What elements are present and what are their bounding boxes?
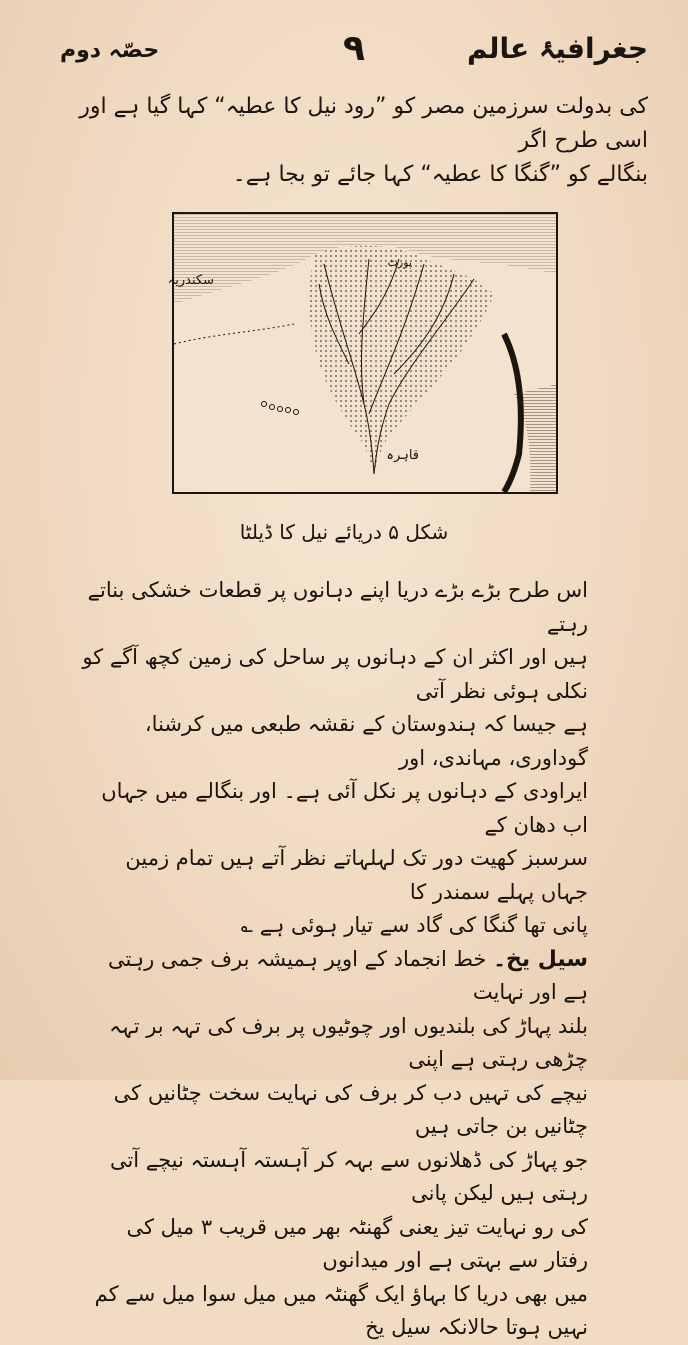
section-first-line — [80, 943, 588, 1010]
part-label: حصّہ دوم — [60, 38, 160, 63]
text-line: سرسبز کھیت دور تک لہلہاتے نظر آتے ہیں تمام زمین جہاں پہلے سمندر کا — [125, 846, 588, 904]
text-line: میں بھی دریا کا بہاؤ ایک گھنٹہ میں میل سوا میل سے کم نہیں ہوتا حالانکہ سیل یخ — [94, 1281, 588, 1339]
map-label-cairo: قاہرہ — [386, 448, 419, 463]
text-line: ہے جیسا کہ ہندوستان کے نقشہ طبعی میں کرشنا، گوداوری، مہاندی، اور — [144, 712, 588, 770]
text-line: خط انجماد کے اوپر ہمیشہ برف جمی رہتی ہے اور نہایت — [107, 946, 588, 1004]
text-line: ہیں اور اکثر ان کے دہانوں پر ساحل کی زمین کچھ آگے کو نکلی ہوئی نظر آتی — [82, 645, 588, 703]
nile-delta-map — [167, 212, 558, 494]
text-line: بلند پہاڑ کی بلندیوں اور چوٹیوں پر برف کی تہہ بر تہہ چڑھی رہتی ہے اپنی — [109, 1013, 588, 1071]
page-number: ۹ — [343, 28, 365, 69]
figure-caption: شکل ۵ دریائے نیل کا ڈیلٹا — [239, 520, 449, 544]
text-line: اس طرح بڑے بڑے دریا اپنے دہانوں پر قطعات خشکی بناتے رہتے — [87, 578, 588, 636]
text-line: پانی تھا گنگا کی گاد سے تیار ہوئی ہے ؎ — [240, 913, 588, 937]
body-text — [80, 574, 588, 1345]
text-line: نیچے کی تہیں دب کر برف کی نہایت سخت چٹانیں کی چٹانیں بن جاتی ہیں — [113, 1080, 588, 1138]
intro-paragraph — [70, 90, 648, 192]
book-title: جغرافیۂ عالم — [466, 32, 648, 65]
map-label-alexandria: سکندریہ — [167, 273, 214, 288]
section-heading: سیل یخ۔ — [493, 946, 588, 972]
text-line: کی رو نہایت تیز یعنی گھنٹہ بھر میں قریب ۳ میل کی رفتار سے بہتی ہے اور میدانوں — [126, 1214, 588, 1272]
text-line: ایراودی کے دہانوں پر نکل آئی ہے۔ اور بنگالے میں جہاں اب دھان کے — [101, 779, 588, 837]
map-illustration — [167, 214, 556, 492]
map-label-top: پورٹ — [387, 256, 412, 269]
page-header — [60, 28, 648, 78]
text-line: بنگالے کو ”گنگا کا عطیہ“ کہا جائے تو بجا ہے۔ — [232, 162, 648, 187]
text-line: کی بدولت سرزمین مصر کو ”رود نیل کا عطیہ“ کہا گیا ہے اور اسی طرح اگر — [79, 94, 648, 153]
text-line: جو پہاڑ کی ڈھلانوں سے بہہ کر آہستہ آہستہ نیچے آتی رہتی ہیں لیکن پانی — [109, 1147, 588, 1205]
